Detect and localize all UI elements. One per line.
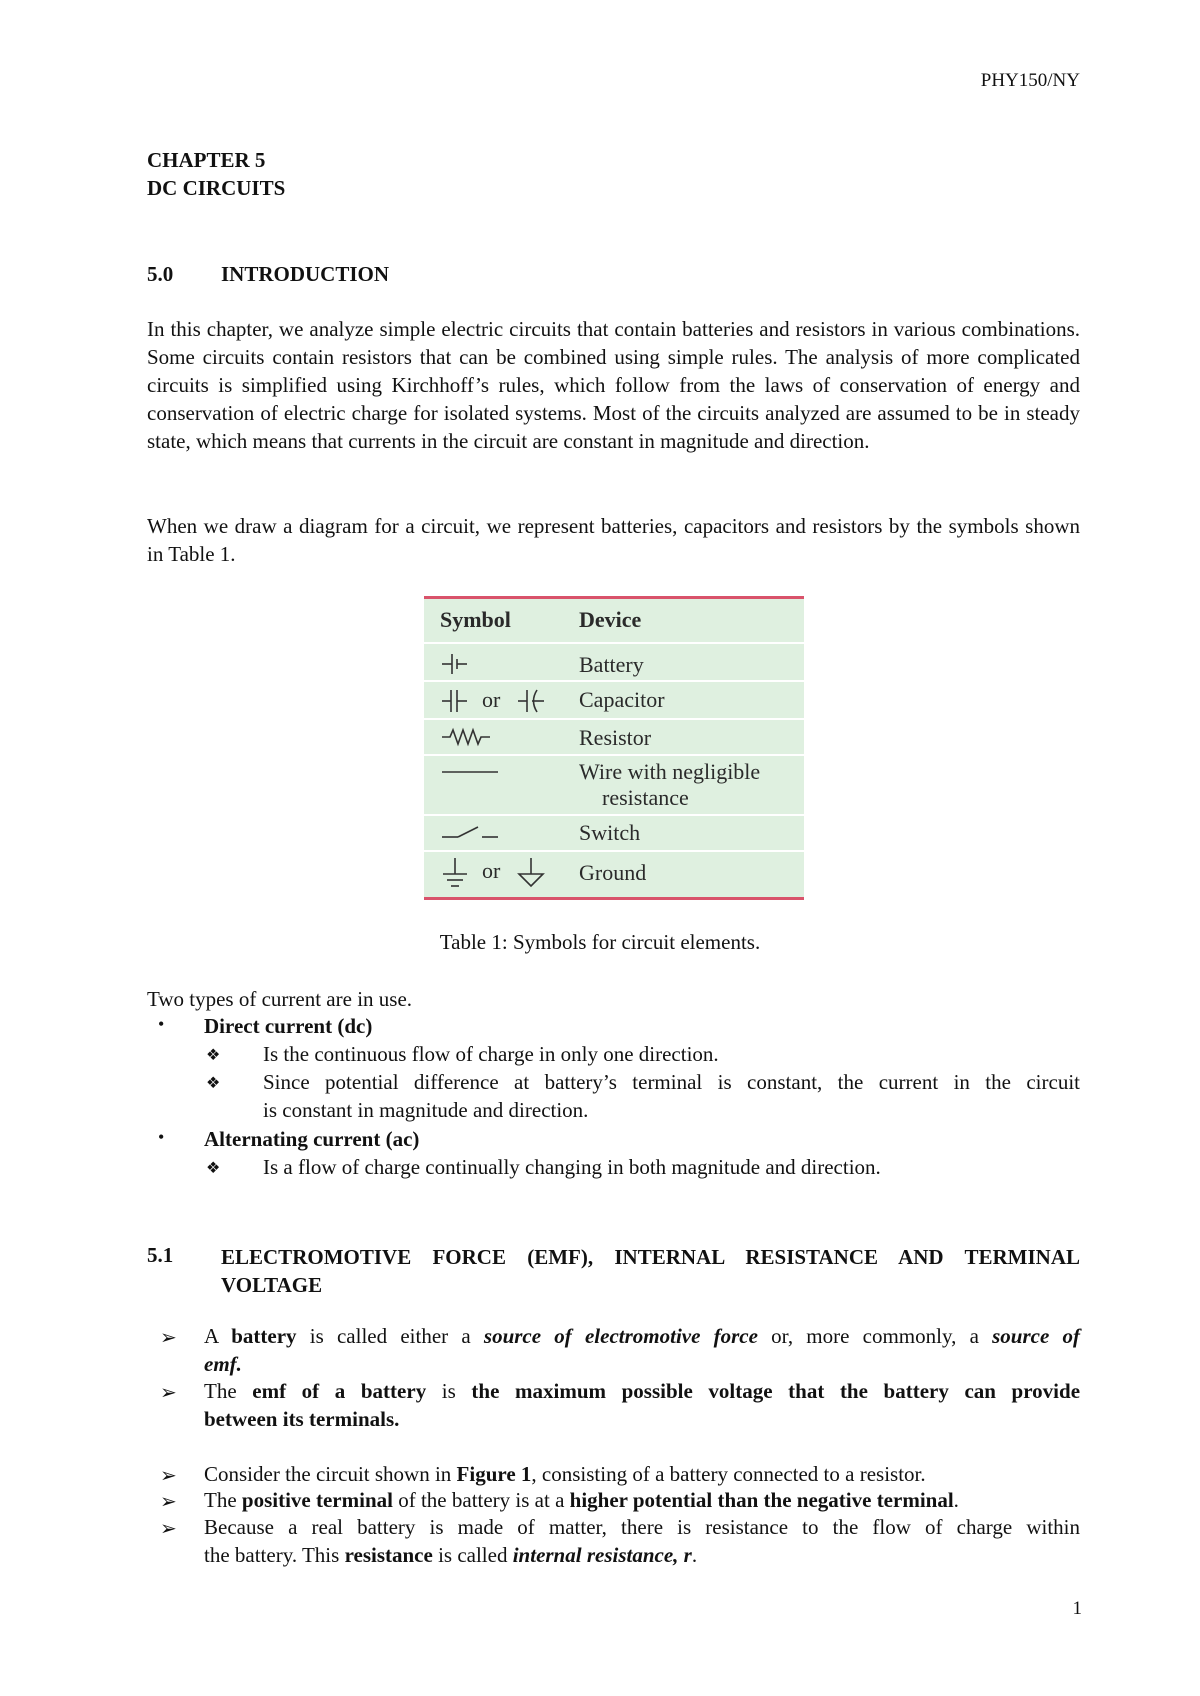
text-run-bold-italic: source of xyxy=(992,1324,1080,1348)
switch-symbol-icon xyxy=(440,822,500,842)
ac-title: Alternating current (ac) xyxy=(204,1127,420,1151)
ground-symbol-icon xyxy=(440,856,470,890)
text-run: Consider the circuit shown in xyxy=(204,1462,457,1486)
text-run: , consisting of a battery connected to a resistor. xyxy=(531,1462,926,1486)
dc-point-2-continued: is constant in magnitude and direction. xyxy=(263,1098,589,1122)
table-header-row xyxy=(424,599,804,644)
bullet-battery-definition xyxy=(204,1324,1080,1349)
text-run: or, more commonly, a xyxy=(757,1324,993,1348)
text-run: . xyxy=(953,1488,959,1512)
or-label: or xyxy=(482,687,501,712)
bullet-battery-definition-continued: emf. xyxy=(204,1352,242,1376)
page-number: 1 xyxy=(1072,1598,1082,1619)
text-run: the battery. This xyxy=(204,1543,345,1567)
dc-point-1: Is the continuous flow of charge in only one direction. xyxy=(263,1042,719,1066)
or-label: or xyxy=(482,858,501,883)
text-run-bold-italic: source of electromotive force xyxy=(483,1324,758,1348)
bullet-internal-resistance-continued xyxy=(204,1543,697,1568)
section-title: INTRODUCTION xyxy=(221,262,390,286)
capacitor-symbol-icon xyxy=(440,688,470,714)
section-number: 5.0 xyxy=(147,262,174,286)
chapter-number: CHAPTER 5 xyxy=(147,148,266,172)
table-row xyxy=(424,852,804,897)
header-course-code: PHY150/NY xyxy=(980,70,1080,91)
text-run: The xyxy=(204,1488,242,1512)
resistor-symbol-icon xyxy=(440,726,492,748)
table-row xyxy=(424,644,804,682)
wire-symbol-icon xyxy=(440,764,500,780)
section-title: ELECTROMOTIVE FORCE (EMF), INTERNAL RESISTANCE AND TERMINAL VOLTAGE xyxy=(221,1245,1080,1297)
text-run: is xyxy=(426,1379,472,1403)
table-caption: Table 1: Symbols for circuit elements. xyxy=(439,930,761,954)
bullet-diamond-icon: ❖ xyxy=(206,1160,221,1177)
dc-title: Direct current (dc) xyxy=(204,1014,373,1038)
bullet-arrow-icon: ➢ xyxy=(160,1518,177,1540)
chapter-title: DC CIRCUITS xyxy=(147,176,286,200)
table-row xyxy=(424,756,804,816)
text-run-bold-italic: internal resistance, r xyxy=(512,1543,692,1567)
bullet-diamond-icon: ❖ xyxy=(206,1075,221,1092)
device-label: Capacitor xyxy=(579,687,665,712)
text-run-bold: the maximum possible voltage that the battery can provide xyxy=(471,1379,1081,1403)
device-label: Switch xyxy=(579,820,641,845)
bullet-arrow-icon: ➢ xyxy=(160,1465,177,1487)
text-run-bold: Figure 1 xyxy=(456,1462,532,1486)
circuit-symbols-table xyxy=(424,596,804,900)
device-label: Battery xyxy=(579,652,644,677)
text-run: . xyxy=(691,1543,698,1567)
text-run-bold: positive terminal xyxy=(241,1488,393,1512)
text-run-bold: emf of a battery xyxy=(252,1379,427,1403)
bullet-arrow-icon: ➢ xyxy=(160,1491,177,1513)
table-row xyxy=(424,682,804,720)
text-run-bold: resistance xyxy=(344,1543,433,1567)
bullet-internal-resistance: Because a real battery is made of matter, there is resistance to the flow of charge within xyxy=(204,1515,1080,1539)
intro-paragraph-2: When we draw a diagram for a circuit, we represent batteries, capacitors and resistors by the symbols shown in Table 1. xyxy=(147,514,1080,566)
ac-point-1: Is a flow of charge continually changing in both magnitude and direction. xyxy=(263,1155,881,1179)
capacitor-alt-symbol-icon xyxy=(516,688,546,714)
table-row xyxy=(424,720,804,756)
section-number: 5.1 xyxy=(147,1243,174,1267)
text-run: A xyxy=(204,1324,232,1348)
bullet-positive-terminal xyxy=(204,1488,959,1513)
table-header-device: Device xyxy=(579,607,642,632)
text-run-bold: battery xyxy=(231,1324,297,1348)
dc-point-2: Since potential difference at battery’s terminal is constant, the current in the circuit xyxy=(263,1070,1080,1094)
bullet-arrow-icon: ➢ xyxy=(160,1327,177,1349)
bullet-emf-definition-continued: between its terminals. xyxy=(204,1407,400,1431)
table-row xyxy=(424,816,804,852)
bullet-emf-definition xyxy=(204,1379,1080,1404)
device-label: Ground xyxy=(579,860,647,885)
text-run-bold: higher potential than the negative terminal xyxy=(569,1488,954,1512)
ground-alt-symbol-icon xyxy=(516,856,546,890)
bullet-dot-icon: • xyxy=(158,1014,165,1034)
bullet-dot-icon: • xyxy=(158,1127,165,1147)
text-run: of the battery is at a xyxy=(392,1488,570,1512)
bullet-diamond-icon: ❖ xyxy=(206,1047,221,1064)
text-run: is called either a xyxy=(296,1324,484,1348)
text-run: is called xyxy=(432,1543,513,1567)
battery-symbol-icon xyxy=(440,652,470,676)
device-label-continued: resistance xyxy=(602,785,689,810)
intro-paragraph: In this chapter, we analyze simple electric circuits that contain batteries and resistors in various combinations. Some circuits contain resistors that can be combined using simple rules. The analysis of more complicated circuits is simplified using Kirchhoff’s rules, which follow from the laws of conservation of energy and conservation of electric charge for isolated systems. Most of the circuits analyzed are assumed to be in steady state, which means that currents in the circuit are constant in magnitude and direction. xyxy=(147,317,1080,453)
device-label: Wire with negligible xyxy=(579,759,761,784)
text-run: The xyxy=(204,1379,253,1403)
bullet-figure-reference xyxy=(204,1462,926,1487)
bullet-arrow-icon: ➢ xyxy=(160,1382,177,1404)
table-header-symbol: Symbol xyxy=(440,607,511,632)
device-label: Resistor xyxy=(579,725,652,750)
current-types-intro: Two types of current are in use. xyxy=(147,987,413,1011)
